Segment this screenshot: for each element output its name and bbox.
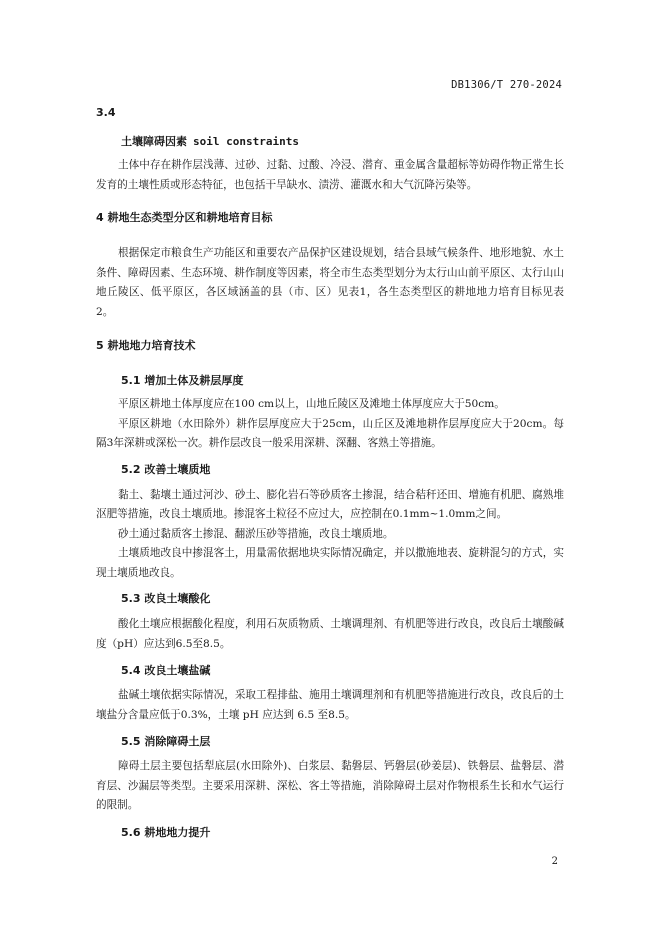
section-5-2-heading: 5.2 改善土壤质地 <box>121 462 211 476</box>
page-number: 2 <box>551 856 558 867</box>
document-code: DB1306/T 270-2024 <box>451 79 562 91</box>
section-5-5-heading: 5.5 消除障碍土层 <box>121 735 211 748</box>
section-4-heading: 4 耕地生态类型分区和耕地培育目标 <box>96 211 273 224</box>
clause-number: 3.4 <box>96 106 116 119</box>
section-5-4-paragraph: 盐碱土壤依据实际情况，采取工程排盐、施用土壤调理剂和有机肥等措施进行改良，改良后的土壤盐分含量应低于0.3%，土壤 pH 应达到 6.5 至8.5。 <box>96 689 564 721</box>
section-5-6-heading: 5.6 耕地地力提升 <box>121 825 211 839</box>
term-definition: 土体中存在耕作层浅薄、过砂、过黏、过酸、冷浸、潜育、重金属含量超标等妨碍作物正常生长发育的土壤性质或形态特征，也包括干旱缺水、渍涝、灌溉水和大气沉降污染等。 <box>96 159 564 191</box>
section-5-5-paragraph: 障碍土层主要包括犁底层(水田除外)、白浆层、黏磐层、钙磐层(砂姜层)、铁磐层、盐磐层、潜育层、沙漏层等类型。主要采用深耕、深松、客土等措施，消除障碍土层对作物根系生长和水气运行的限制。 <box>96 760 564 811</box>
term-heading <box>121 133 564 153</box>
section-5-heading: 5 耕地地力培育技术 <box>96 339 196 352</box>
term-chinese: 土壤障碍因素 <box>121 135 187 148</box>
section-5-2-paragraph-3: 土壤质地改良中掺混客土，用量需依据地块实际情况确定，并以撒施地表、旋耕混匀的方式，实现土壤质地改良。 <box>96 547 564 579</box>
section-5-4-heading: 5.4 改良土壤盐碱 <box>121 664 211 677</box>
section-5-2-paragraph-1: 黏土、黏壤土通过河沙、砂土、膨化岩石等砂质客土掺混，结合秸秆还田、增施有机肥、腐熟堆沤肥等措施，改良土壤质地。掺混客土粒径不应过大，应控制在0.1mm~1.0mm之间。 <box>96 488 564 520</box>
section-5-2-paragraph-2: 砂土通过黏质客土掺混、翻淤压砂等措施，改良土壤质地。 <box>118 527 394 540</box>
section-5-1-paragraph-1: 平原区耕地土体厚度应在100 cm以上，山地丘陵区及滩地土体厚度应大于50cm。 <box>118 398 505 410</box>
term-english: soil constraints <box>193 135 299 148</box>
section-5-3-paragraph: 酸化土壤应根据酸化程度，利用石灰质物质、土壤调理剂、有机肥等进行改良，改良后土壤酸碱度（pH）应达到6.5至8.5。 <box>96 618 564 650</box>
section-5-3-heading: 5.3 改良土壤酸化 <box>121 592 211 605</box>
section-4-paragraph: 根据保定市粮食生产功能区和重要农产品保护区建设规划，结合县域气候条件、地形地貌、水土条件、障碍因素、生态环境、耕作制度等因素，将全市生态类型划分为太行山山前平原区、太行山山地丘陵区、低平原区，各区域涵盖的县（市、区）见表1，各生态类型区的耕地地力培育目标见表2。 <box>96 247 564 318</box>
document-body <box>96 103 564 844</box>
section-5-1-heading: 5.1 增加土体及耕层厚度 <box>121 374 244 387</box>
section-5-1-paragraph-2: 平原区耕地（水田除外）耕作层厚度应大于25cm，山丘区及滩地耕作层厚度应大于20cm。每隔3年深耕或深松一次。耕作层改良一般采用深耕、深翻、客熟土等措施。 <box>96 417 564 449</box>
